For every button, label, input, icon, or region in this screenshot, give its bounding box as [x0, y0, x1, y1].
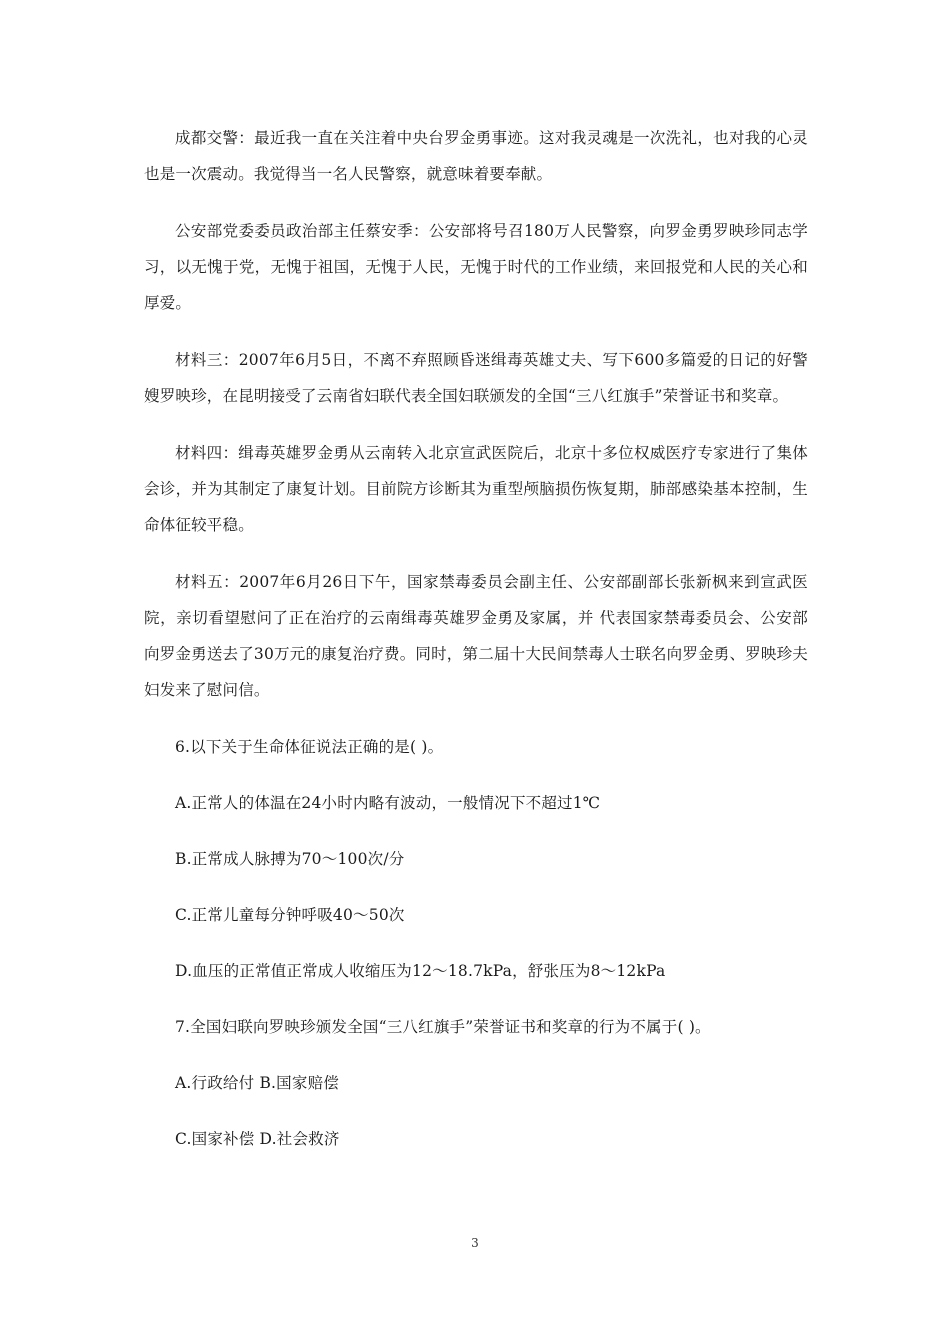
- paragraph-material-4: 材料四：缉毒英雄罗金勇从云南转入北京宣武医院后，北京十多位权威医疗专家进行了集体会诊，并为其制定了康复计划。目前院方诊断其为重型颅脑损伤恢复期，肺部感染基本控制，生命体征较平稳。: [144, 444, 808, 534]
- paragraph-material-5: 材料五：2007年6月26日下午，国家禁毒委员会副主任、公安部副部长张新枫来到宣武医院，亲切看望慰问了正在治疗的云南缉毒英雄罗金勇及家属，并 代表国家禁毒委员会、公安部向罗金勇送去了30万元的康复治疗费。同时，第二届十大民间禁毒人士联名向罗金勇、罗映珍夫妇发来了慰问信。: [144, 573, 808, 699]
- question-6-option-c: C.正常儿童每分钟呼吸40～50次: [175, 906, 405, 924]
- page-content: [144, 120, 808, 1177]
- question-6-option-d: D.血压的正常值正常成人收缩压为12～18.7kPa，舒张压为8～12kPa: [175, 962, 666, 980]
- question-7-options-cd: C.国家补偿 D.社会救济: [175, 1130, 340, 1148]
- question-7-options-ab: A.行政给付 B.国家赔偿: [175, 1074, 339, 1092]
- question-6-option-b: B.正常成人脉搏为70～100次/分: [175, 850, 405, 868]
- paragraph-chengdu-police: 成都交警：最近我一直在关注着中央台罗金勇事迹。这对我灵魂是一次洗礼，也对我的心灵也是一次震动。我觉得当一名人民警察，就意味着要奉献。: [144, 129, 808, 183]
- page-number: 3: [471, 1236, 479, 1250]
- paragraph-cai-anji: 公安部党委委员政治部主任蔡安季：公安部将号召180万人民警察，向罗金勇罗映珍同志学习，以无愧于党，无愧于祖国，无愧于人民，无愧于时代的工作业绩，来回报党和人民的关心和厚爱。: [144, 222, 808, 312]
- question-7-stem: 7.全国妇联向罗映珍颁发全国“三八红旗手”荣誉证书和奖章的行为不属于( )。: [175, 1018, 711, 1036]
- paragraph-material-3: 材料三：2007年6月5日，不离不弃照顾昏迷缉毒英雄丈夫、写下600多篇爱的日记的好警嫂罗映珍，在昆明接受了云南省妇联代表全国妇联颁发的全国“三八红旗手”荣誉证书和奖章。: [144, 351, 808, 405]
- question-6-stem: 6.以下关于生命体征说法正确的是( )。: [175, 738, 444, 756]
- question-6-option-a: A.正常人的体温在24小时内略有波动，一般情况下不超过1℃: [175, 794, 601, 812]
